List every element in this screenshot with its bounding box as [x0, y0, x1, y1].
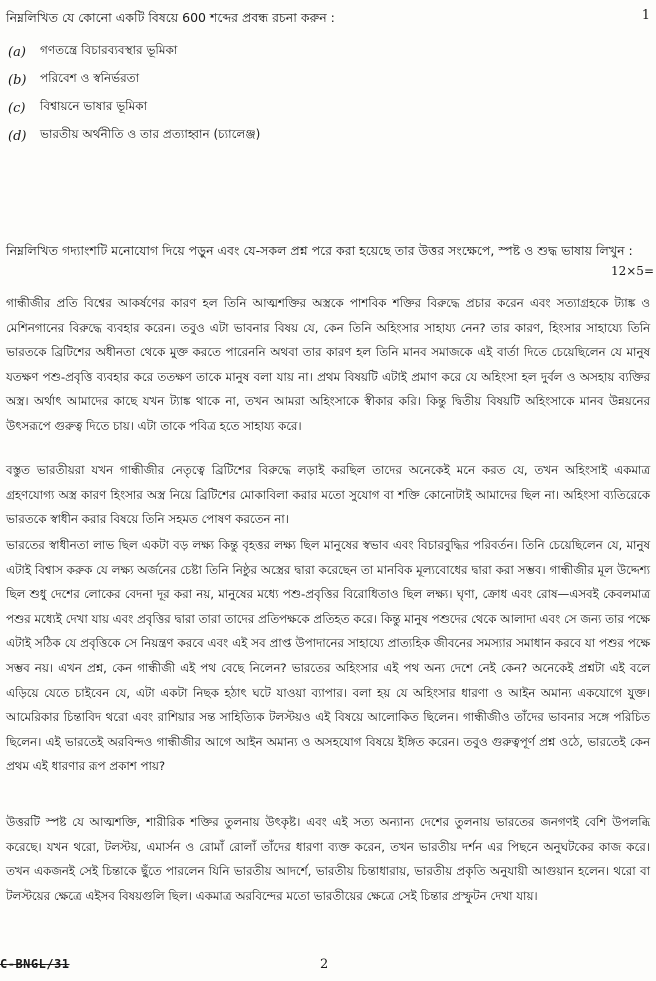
- passage-paragraph-2: বস্তুত ভারতীয়রা যখন গান্ধীজীর নেতৃত্বে ব্রিটিশের বিরুদ্ধে লড়াই করছিল তাদের অনেকেই মনে করত যে, তখন অহিংসাই একমাত্র গ্রহণযোগ্য অস্ত্র কারণ হিংসার অস্ত্র নিয়ে ব্রিটিশের মোকাবিলা করার মতো সুযোগ বা শক্তি কোনোটাই আমাদের ছিল না। অহিংসা ব্যতিরেকে ভারতকে স্বাধীন করার বিষয়ে তিনি সহমত পোষণ করতেন না।: [6, 463, 650, 527]
- marks-indicator: 12×5=: [610, 264, 654, 278]
- option-label: (c): [8, 100, 26, 116]
- essay-option-b: [8, 66, 260, 94]
- essay-option-d: [8, 122, 260, 150]
- passage-paragraph-4: উত্তরটি স্পষ্ট যে আত্মশক্তি, শারীরিক শক্তির তুলনায় উৎকৃষ্ট। এবং এই সত্য অন্যান্য দেশের তুলনায় ভারতের জনগণই বেশি উপলব্ধি করেছে। যখন থরো, টলস্টয়, এমার্সন ও রোমাঁ রোলাঁ তাঁদের ধারণা ব্যক্ত করেন, তখন ভারতীয় দর্শন এর পিছনে অনুঘটকের কাজ করে। তখন একজনই সেই চিন্তাকে ছুঁতে পারলেন যিনি ভারতীয় আদর্শে, ভারতীয় চিন্তাধারায়, ভারতীয় প্রকৃতি অনুযায়ী আগুয়ান হলেন। থরো বা টলস্টয়ের ক্ষেত্রে এইসব বিষয়গুলি ছিল। একমাত্র অরবিন্দের মতো ভারতীয়ের ক্ষেত্রে সেই চিন্তার প্রস্ফুটন দেখা যায়।: [6, 815, 650, 903]
- essay-topic-list: [8, 38, 260, 150]
- question-number: 1: [641, 8, 650, 23]
- essay-option-c: [8, 94, 260, 122]
- paper-code: C-BNGL/31: [0, 957, 70, 971]
- option-text: বিশ্বায়নে ভাষার ভূমিকা: [40, 99, 148, 113]
- question-1-instruction: নিম্নলিখিত যে কোনো একটি বিষয়ে 600 শব্দের প্রবন্ধ রচনা করুন :: [6, 10, 335, 25]
- passage-paragraph-3: ভারতের স্বাধীনতা লাভ ছিল একটা বড় লক্ষ্য কিন্তু বৃহত্তর লক্ষ্য ছিল মানুষের স্বভাব এবং বিচারবুদ্ধির পরিবর্তন। তিনি চেয়েছিলেন যে, মানুষ এটাই বিশ্বাস করুক যে লক্ষ্য অর্জনের চেষ্টা তিনি নিষ্ঠুর অস্ত্রের দ্বারা করেছেন তা মানবিক মূল্যবোধের দ্বারা করা সম্ভব। গান্ধীজীর মূল উদ্দেশ্য ছিল শুধু দেশের লোকের বেদনা দূর করা নয়, মানুষের মধ্যে পশু-প্রবৃত্তির বিরোধিতাও ছিল লক্ষ্য। ঘৃণা, ক্রোধ এবং রোষ—এসবই কেবলমাত্র পশুর মধ্যেই দেখা যায় এবং প্রবৃত্তির দ্বারা তারা তাদের প্রতিপক্ষকে প্রতিহত করে। কিন্তু মানুষ পশুদের থেকে আলাদা এবং সে জন্য তার পক্ষে এটাই সঠিক যে প্রবৃত্তিকে সে নিয়ন্ত্রণ করবে এবং এই সব প্রাপ্ত উপাদানের সাহায্যে প্রাত্যহিক জীবনের সমস্যার সমাধান করবে যা পশুর পক্ষে সম্ভব নয়। এখন প্রশ্ন, কেন গান্ধীজী এই পথ বেছে নিলেন? ভারতের অহিংসার এই পথ অন্য দেশে নেই কেন? অনেকেই প্রশ্নটা এই বলে এড়িয়ে যেতে চাইবেন যে, এটা একটা নিছক হঠাৎ ঘটে যাওয়া ব্যাপার। বলা হয় যে অহিংসার ধারণা ও আইন অমান্য একযোগে যুক্ত। আমেরিকার চিন্তাবিদ থরো এবং রাশিয়ার সন্ত সাহিত্যিক টলস্টয়ও এই বিষয়ে আলোকিত ছিলেন। গান্ধীজীও তাঁদের ভাবনার সঙ্গে পরিচিত ছিলেন। এই ভারতেই অরবিন্দও গান্ধীজীর আগে আইন অমান্য ও অসহযোগ বিষয়ে ইঙ্গিত করেন। তবুও গুরুত্বপূর্ণ প্রশ্ন ওঠে, ভারতেই কেন প্রথম এই ধারণার রূপ প্রকাশ পায়?: [6, 538, 650, 774]
- passage-paragraph-1: গান্ধীজীর প্রতি বিশ্বের আকর্ষণের কারণ হল তিনি আত্মশক্তির অস্ত্রকে পাশবিক শক্তির বিরুদ্ধে প্রচার করেন এবং সত্যাগ্রহকে ট্যাঙ্ক ও মেশিনগানের বিরুদ্ধে ব্যবহার করেন। তবুও এটা ভাবনার বিষয় যে, কেন তিনি অহিংসার সাহায্য নেন? তার কারণ, হিংসার সাহায্যে তিনি ভারতকে ব্রিটিশের অধীনতা থেকে মুক্ত করতে পারেননি অথবা তার কারণ হল তিনি মানব সমাজকে এই বার্তা দিতে চেয়েছিলেন যে মানুষ যতক্ষণ পশু-প্রবৃত্তি ব্যবহার করে ততক্ষণ তাকে মানুষ বলা যায় না। প্রথম বিষয়টি এটাই প্রমাণ করে যে অহিংসা হল দুর্বল ও অসহায় ব্যক্তির অস্ত্র। অর্থাৎ আমাদের কাছে যখন ট্যাঙ্ক থাকে না, তখন আমরা অহিংসাকে স্বীকার করি। কিন্তু দ্বিতীয় বিষয়টি অহিংসাকে মানব উন্নয়নের উৎসরূপে গুরুত্ব দিতে চায়। এটা তাকে পবিত্র হতে সাহায্য করে।: [6, 296, 650, 433]
- option-text: ভারতীয় অর্থনীতি ও তার প্রত্যাহ্বান (চ্যালেঞ্জ): [40, 127, 261, 141]
- option-text: গণতন্ত্রে বিচারব্যবস্থার ভূমিকা: [40, 43, 178, 57]
- option-text: পরিবেশ ও স্বনির্ভরতা: [40, 71, 140, 85]
- option-label: (d): [8, 128, 27, 144]
- option-label: (b): [8, 72, 27, 88]
- option-label: (a): [8, 44, 26, 60]
- essay-option-a: [8, 38, 260, 66]
- question-2-instruction: নিম্নলিখিত গদ্যাংশটি মনোযোগ দিয়ে পড়ুন এবং যে-সকল প্রশ্ন পরে করা হয়েছে তার উত্তর সংক্ষেপে, স্পষ্ট ও শুদ্ধ ভাষায় লিখুন :: [6, 243, 633, 258]
- page-number: 2: [320, 957, 329, 972]
